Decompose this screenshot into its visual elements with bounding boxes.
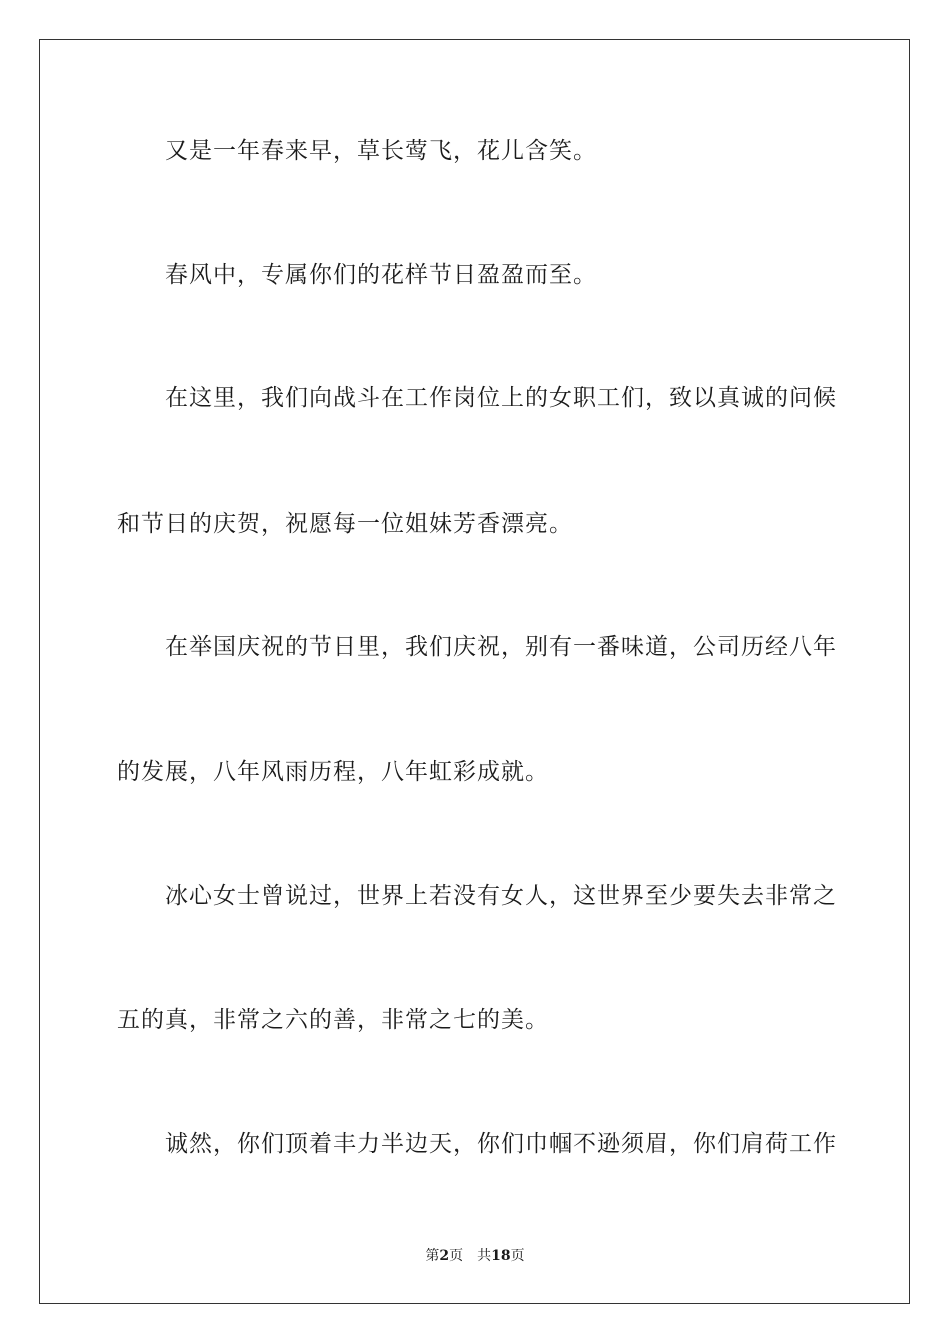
paragraph-line: 在这里，我们向战斗在工作岗位上的女职工们，致以真诚的问候 [165, 385, 837, 411]
paragraph-line: 诚然，你们顶着丰力半边天，你们巾帼不逊须眉，你们肩荷工作 [165, 1131, 837, 1157]
paragraph-line: 和节日的庆贺，祝愿每一位姐妹芳香漂亮。 [117, 511, 573, 537]
total-suffix: 页 [510, 1248, 525, 1264]
paragraph-line: 又是一年春来早，草长莺飞，花儿含笑。 [165, 138, 597, 164]
page-border [39, 39, 910, 1304]
page-number: 2 [439, 1248, 450, 1264]
paragraph-line: 在举国庆祝的节日里，我们庆祝，别有一番味道，公司历经八年 [165, 634, 837, 660]
page-prefix: 第 [425, 1248, 440, 1264]
paragraph-line: 春风中，专属你们的花样节日盈盈而至。 [165, 262, 597, 288]
paragraph-line: 的发展，八年风雨历程，八年虹彩成就。 [117, 759, 549, 785]
total-pages: 18 [491, 1248, 511, 1264]
page-footer [0, 1247, 950, 1265]
page-suffix: 页 [449, 1248, 464, 1264]
total-prefix: 共 [477, 1248, 492, 1264]
paragraph-line: 冰心女士曾说过，世界上若没有女人，这世界至少要失去非常之 [165, 883, 837, 909]
paragraph-line: 五的真，非常之六的善，非常之七的美。 [117, 1007, 549, 1033]
